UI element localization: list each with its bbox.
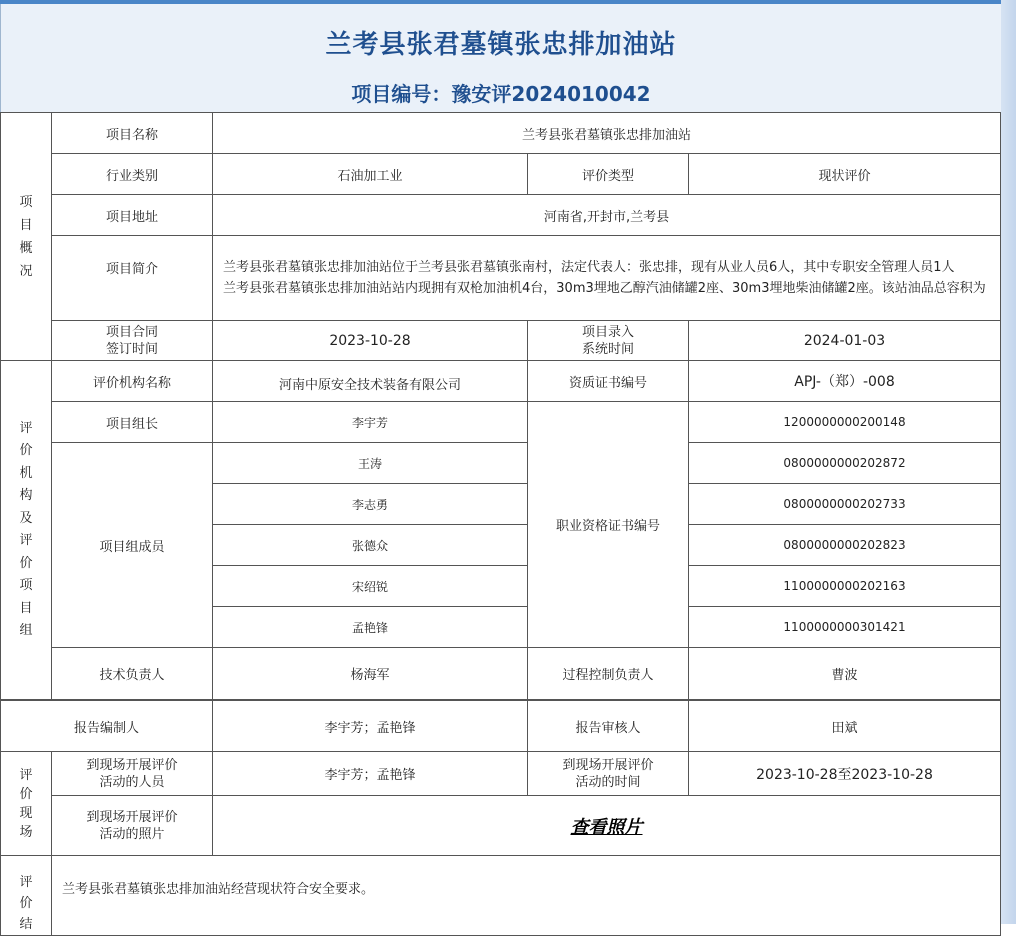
section-char: 构 bbox=[19, 488, 33, 503]
scrollbar-area[interactable] bbox=[1001, 0, 1016, 924]
member-name: 王涛 bbox=[213, 443, 528, 484]
org-name-value: 河南中原安全技术装备有限公司 bbox=[213, 361, 528, 402]
leader-name: 李宇芳 bbox=[213, 402, 528, 443]
leader-cert: 1200000000200148 bbox=[689, 402, 1001, 443]
section-label-overview bbox=[0, 112, 52, 361]
member-cert: 0800000000202823 bbox=[689, 525, 1001, 566]
site-photo-cell bbox=[213, 796, 1001, 856]
site-people-label bbox=[52, 752, 213, 796]
section-char: 及 bbox=[19, 510, 33, 526]
section-char: 目 bbox=[19, 600, 33, 616]
section-char: 场 bbox=[19, 824, 33, 840]
intro-line: 兰考县张君墓镇张忠排加油站位于兰考县张君墓镇张南村，法定代表人：张忠排，现有从业人员6人，其中专职安全管理人员1人 bbox=[223, 260, 955, 275]
member-name: 宋绍锐 bbox=[213, 566, 528, 607]
tech-lead-label: 技术负责人 bbox=[52, 648, 213, 700]
leader-label: 项目组长 bbox=[52, 402, 213, 443]
label-line: 到现场开展评价 bbox=[86, 809, 178, 825]
section-char: 目 bbox=[19, 217, 33, 233]
label-line: 项目合同 bbox=[105, 324, 158, 340]
process-lead-value: 曹波 bbox=[689, 648, 1001, 700]
address-label: 项目地址 bbox=[52, 195, 213, 236]
contract-time-value: 2023-10-28 bbox=[213, 321, 528, 361]
section-char: 评 bbox=[19, 533, 33, 548]
section-char: 评 bbox=[19, 875, 33, 890]
section-char: 评 bbox=[19, 420, 33, 436]
member-cert: 1100000000202163 bbox=[689, 566, 1001, 607]
members-label: 项目组成员 bbox=[52, 443, 213, 648]
label-line: 项目录入 bbox=[581, 324, 634, 340]
page-title: 兰考县张君墓镇张忠排加油站 bbox=[325, 30, 677, 60]
cert-number-value: APJ-（郑）-008 bbox=[689, 361, 1001, 402]
section-char: 结 bbox=[19, 917, 33, 932]
intro-label bbox=[52, 236, 213, 321]
report-reviewer-label: 报告审核人 bbox=[528, 700, 689, 752]
site-time-value: 2023-10-28至2023-10-28 bbox=[689, 752, 1001, 796]
report-reviewer-value: 田斌 bbox=[689, 700, 1001, 752]
section-char: 现 bbox=[19, 805, 33, 821]
label-line: 到现场开展评价 bbox=[86, 757, 178, 773]
member-cert: 1100000000301421 bbox=[689, 607, 1001, 648]
entry-time-value: 2024-01-03 bbox=[689, 321, 1001, 361]
member-cert: 0800000000202872 bbox=[689, 443, 1001, 484]
org-name-label: 评价机构名称 bbox=[52, 361, 213, 402]
site-time-label bbox=[528, 752, 689, 796]
section-label-site bbox=[0, 752, 52, 856]
section-label-agency bbox=[0, 361, 52, 700]
label-line: 活动的人员 bbox=[99, 774, 165, 790]
section-char: 概 bbox=[19, 240, 33, 256]
industry-value: 石油加工业 bbox=[213, 154, 528, 195]
view-photos-link[interactable]: 查看照片 bbox=[570, 816, 643, 838]
label-line: 到现场开展评价 bbox=[562, 757, 654, 773]
section-char: 项 bbox=[19, 194, 33, 210]
section-char: 项 bbox=[19, 578, 33, 593]
contract-time-label bbox=[52, 321, 213, 361]
section-label-conclusion bbox=[0, 856, 52, 936]
section-char: 价 bbox=[19, 896, 33, 911]
label-line: 签订时间 bbox=[105, 341, 158, 357]
project-name-label: 项目名称 bbox=[52, 112, 213, 154]
section-char: 组 bbox=[19, 623, 33, 638]
entry-time-label bbox=[528, 321, 689, 361]
conclusion-value bbox=[52, 856, 1001, 936]
project-name-value: 兰考县张君墓镇张忠排加油站 bbox=[213, 112, 1001, 154]
intro-value bbox=[213, 236, 1001, 321]
intro-line: 兰考县张君墓镇张忠排加油站站内现拥有双枪加油机4台，30m3埋地乙醇汽油储罐2座、30m3埋地柴油储罐2座。该站油品总容积为 bbox=[223, 281, 986, 296]
section-char: 价 bbox=[19, 555, 33, 571]
address-value: 河南省,开封市,兰考县 bbox=[213, 195, 1001, 236]
cert-number-label: 资质证书编号 bbox=[528, 361, 689, 402]
label-line: 活动的照片 bbox=[99, 826, 165, 842]
process-lead-label: 过程控制负责人 bbox=[528, 648, 689, 700]
section-char: 价 bbox=[19, 786, 33, 802]
section-char: 评 bbox=[19, 767, 33, 783]
conclusion-text: 兰考县张君墓镇张忠排加油站经营现状符合安全要求。 bbox=[62, 882, 375, 897]
section-char: 价 bbox=[19, 443, 33, 458]
project-number: 项目编号：豫安评2024010042 bbox=[351, 82, 651, 106]
eval-type-label: 评价类型 bbox=[528, 154, 689, 195]
site-photo-label bbox=[52, 796, 213, 856]
member-cert: 0800000000202733 bbox=[689, 484, 1001, 525]
tech-lead-value: 杨海军 bbox=[213, 648, 528, 700]
label-line: 系统时间 bbox=[581, 341, 634, 357]
eval-type-value: 现状评价 bbox=[689, 154, 1001, 195]
label-line: 活动的时间 bbox=[575, 774, 641, 790]
section-char: 况 bbox=[19, 263, 33, 279]
site-people-value: 李宇芳；孟艳锋 bbox=[213, 752, 528, 796]
report-author-value: 李宇芳；孟艳锋 bbox=[213, 700, 528, 752]
intro-label-text: 项目简介 bbox=[105, 262, 158, 277]
page-header bbox=[0, 4, 1001, 112]
member-name: 李志勇 bbox=[213, 484, 528, 525]
member-name: 张德众 bbox=[213, 525, 528, 566]
member-name: 孟艳锋 bbox=[213, 607, 528, 648]
report-author-label: 报告编制人 bbox=[0, 700, 213, 752]
industry-label: 行业类别 bbox=[52, 154, 213, 195]
section-char: 机 bbox=[19, 465, 33, 481]
qual-cert-label: 职业资格证书编号 bbox=[528, 402, 689, 648]
